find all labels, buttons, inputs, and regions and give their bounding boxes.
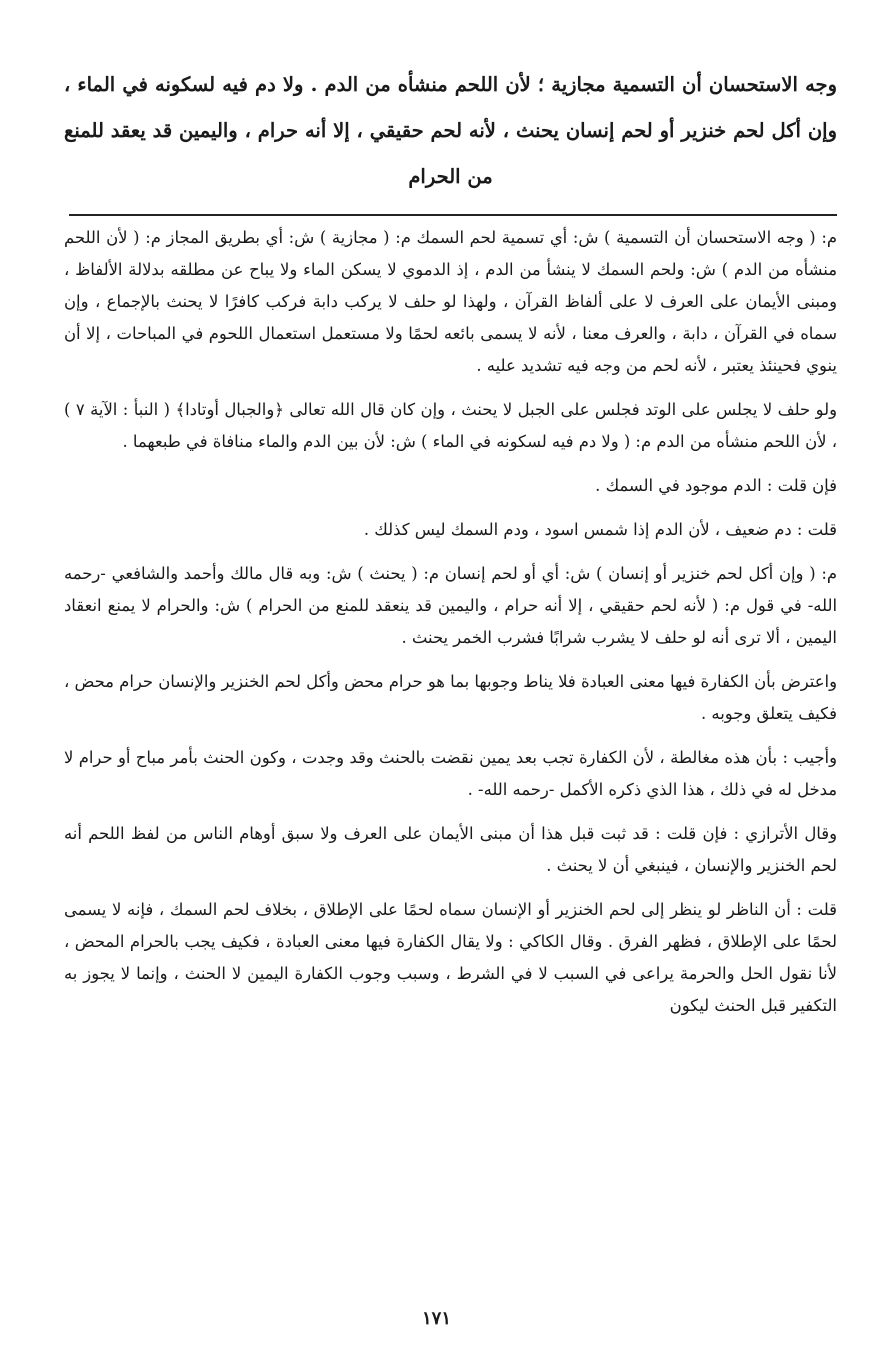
matn-text [64,62,837,200]
commentary-paragraph-9: قلت : أن الناظر لو ينظر إلى لحم الخنزير أو الإنسان سماه لحمًا على الإطلاق ، بخلاف لحم السمك ، فإنه لا يسمى لحمًا على الإطلاق ، فظهر الفرق . وقال الكاكي : ولا يقال الكفارة فيها معنى العبادة ، فكيف يجب بالحرام المحض ، لأنا نقول الحل والحرمة يراعى في السبب لا في الشرط ، وسبب وجوب الكفارة اليمين لا الحنث ، وإنما لا يجوز به التكفير قبل الحنث ليكون [64,900,837,1015]
separator-rule [69,214,837,216]
matn-paragraph: وجه الاستحسان أن التسمية مجازية ؛ لأن اللحم منشأه من الدم . ولا دم فيه لسكونه في الماء ، وإن أكل لحم خنزير أو لحم إنسان يحنث ، لأنه لحم حقيقي ، إلا أنه حرام ، واليمين قد يعقد للمنع من الحرام [64,73,837,188]
page-number: ١٧١ [421,1308,451,1329]
commentary-paragraph-1: م: ( وجه الاستحسان أن التسمية ) ش: أي تسمية لحم السمك م: ( مجازية ) ش: أي بطريق المجاز م: ( لأن اللحم منشأه من الدم ) ش: ولحم السمك لا ينشأ من الدم ، إذ الدموي لا يسكن الماء ولا يباح عن مطلقه بدلالة الألفاظ ، ومبنى الأيمان على العرف لا على ألفاظ القرآن ، ولهذا لو حلف لا يركب دابة فركب كافرًا لا يحنث بالإجماع ، وإن سماه في القرآن ، دابة ، والعرف معنا ، لأنه لا يسمى بائعه لحمًا ولا مستعمل استعمال اللحوم في المباحات ، إلا أن ينوي فحينئذ يعتبر ، لأنه لحم من وجه فيه تشديد عليه . [64,228,837,375]
sharh-commentary [64,222,837,1022]
commentary-paragraph-4: قلت : دم ضعيف ، لأن الدم إذا شمس اسود ، ودم السمك ليس كذلك . [363,520,837,539]
commentary-paragraph-6: واعترض بأن الكفارة فيها معنى العبادة فلا يناط وجوبها بما هو حرام محض وأكل لحم الخنزير والإنسان حرام محض ، فكيف يتعلق وجوبه . [64,672,837,723]
commentary-paragraph-7: وأجيب : بأن هذه مغالطة ، لأن الكفارة تجب بعد يمين نقضت بالحنث وقد وجدت ، وكون الحنث بأمر مباح أو حرام لا مدخل له في ذلك ، هذا الذي ذكره الأكمل -رحمه الله- . [64,748,837,799]
commentary-paragraph-5: م: ( وإن أكل لحم خنزير أو إنسان ) ش: أي أو لحم إنسان م: ( يحنث ) ش: وبه قال مالك وأحمد والشافعي -رحمه الله- في قول م: ( لأنه لحم حقيقي ، إلا أنه حرام ، واليمين قد ينعقد للمنع من الحرام ) ش: والحرام لا يمنع انعقاد اليمين ، ألا ترى أنه لو حلف لا يشرب شرابًا فشرب الخمر يحنث . [64,564,837,647]
commentary-paragraph-3: فإن قلت : الدم موجود في السمك . [595,476,837,495]
commentary-paragraph-8: وقال الأترازي : فإن قلت : قد ثبت قبل هذا أن مبنى الأيمان على العرف ولا سبق أوهام الناس من لفظ اللحم أنه لحم الخنزير والإنسان ، فينبغي أن لا يحنث . [64,824,837,875]
commentary-paragraph-2: ولو حلف لا يجلس على الوتد فجلس على الجبل لا يحنث ، وإن كان قال الله تعالى ﴿والجبال أوتادا﴾ ( النبأ : الآية ٧ ) ، لأن اللحم منشأه من الدم م: ( ولا دم فيه لسكونه في الماء ) ش: لأن بين الدم والماء منافاة في طبعهما . [64,400,838,451]
